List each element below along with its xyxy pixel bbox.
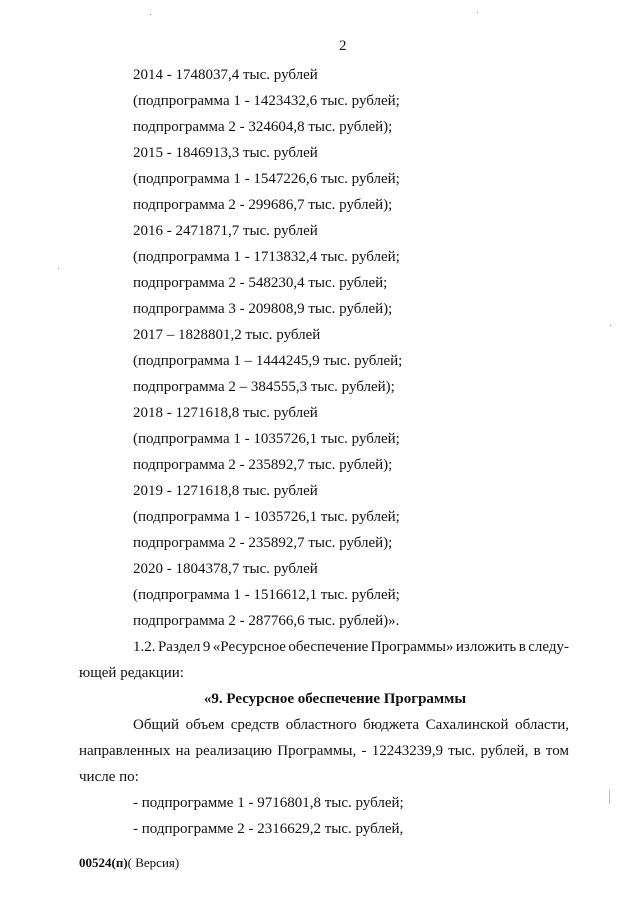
word: Программы» — [370, 639, 454, 655]
funding-line: 2016 - 2471871,7 тыс. рублей — [133, 223, 318, 239]
word: 1.2. — [133, 639, 156, 655]
word: в — [533, 743, 541, 759]
word: 12243239,9 — [371, 743, 443, 759]
word: «Ресурсное — [212, 639, 286, 655]
funding-line: подпрограмма 2 - 287766,6 тыс. рублей)». — [133, 613, 400, 629]
total-paragraph-line-3: числе по: — [79, 769, 139, 785]
word: реализацию — [195, 743, 273, 759]
document-code-number: 00524(п) — [79, 855, 128, 870]
funding-line: (подпрограмма 1 - 1035726,1 тыс. рублей; — [133, 431, 400, 447]
word: средств — [230, 717, 280, 733]
word: Программы, — [277, 743, 357, 759]
funding-line: (подпрограмма 1 - 1547226,6 тыс. рублей; — [133, 171, 400, 187]
scan-speck — [58, 268, 59, 269]
word: рублей, — [480, 743, 529, 759]
funding-line: 2017 – 1828801,2 тыс. рублей — [133, 327, 321, 343]
funding-line: 2015 - 1846913,3 тыс. рублей — [133, 145, 318, 161]
word: объем — [185, 717, 225, 733]
funding-line: подпрограмма 2 – 384555,3 тыс. рублей); — [133, 379, 395, 395]
word: в — [518, 639, 526, 655]
word: на — [175, 743, 191, 759]
funding-line: подпрограмма 2 - 235892,7 тыс. рублей); — [133, 535, 393, 551]
scan-speck — [609, 790, 610, 804]
word: Сахалинской — [425, 717, 509, 733]
scan-speck — [610, 325, 611, 326]
funding-line: 2018 - 1271618,8 тыс. рублей — [133, 405, 318, 421]
scan-speck — [150, 14, 151, 15]
subprogram-item: - подпрограмме 2 - 2316629,2 тыс. рублей, — [133, 821, 404, 837]
document-code — [79, 855, 179, 871]
page-number: 2 — [339, 38, 347, 54]
word: изложить — [455, 639, 517, 655]
funding-line: (подпрограмма 1 - 1516612,1 тыс. рублей; — [133, 587, 400, 603]
word: том — [545, 743, 569, 759]
section-heading: «9. Ресурсное обеспечение Программы — [203, 691, 467, 707]
word: 9 — [202, 639, 211, 655]
scan-speck — [477, 12, 478, 13]
funding-line: подпрограмма 2 - 324604,8 тыс. рублей); — [133, 119, 393, 135]
word: бюджета — [363, 717, 420, 733]
subprogram-item: - подпрограмме 1 - 9716801,8 тыс. рублей; — [133, 795, 404, 811]
word: Раздел — [157, 639, 201, 655]
funding-line: подпрограмма 2 - 548230,4 тыс. рублей; — [133, 275, 388, 291]
amendment-line-2: ющей редакции: — [79, 665, 184, 681]
funding-line: 2019 - 1271618,8 тыс. рублей — [133, 483, 318, 499]
word: тыс. — [448, 743, 476, 759]
word: областного — [285, 717, 357, 733]
funding-line: (подпрограмма 1 - 1035726,1 тыс. рублей; — [133, 509, 400, 525]
funding-line: (подпрограмма 1 - 1423432,6 тыс. рублей; — [133, 93, 400, 109]
funding-line: 2020 - 1804378,7 тыс. рублей — [133, 561, 318, 577]
word: области, — [515, 717, 569, 733]
word: - — [361, 743, 367, 759]
word: следу- — [528, 639, 569, 655]
funding-line: (подпрограмма 1 - 1713832,4 тыс. рублей; — [133, 249, 400, 265]
funding-line: подпрограмма 2 - 235892,7 тыс. рублей); — [133, 457, 393, 473]
word: направленных — [79, 743, 171, 759]
document-version: ( Версия) — [127, 855, 180, 870]
funding-line: подпрограмма 3 - 209808,9 тыс. рублей); — [133, 301, 393, 317]
funding-line: 2014 - 1748037,4 тыс. рублей — [133, 67, 318, 83]
word: обеспечение — [288, 639, 369, 655]
funding-line: (подпрограмма 1 – 1444245,9 тыс. рублей; — [133, 353, 403, 369]
word: Общий — [133, 717, 180, 733]
funding-line: подпрограмма 2 - 299686,7 тыс. рублей); — [133, 197, 393, 213]
